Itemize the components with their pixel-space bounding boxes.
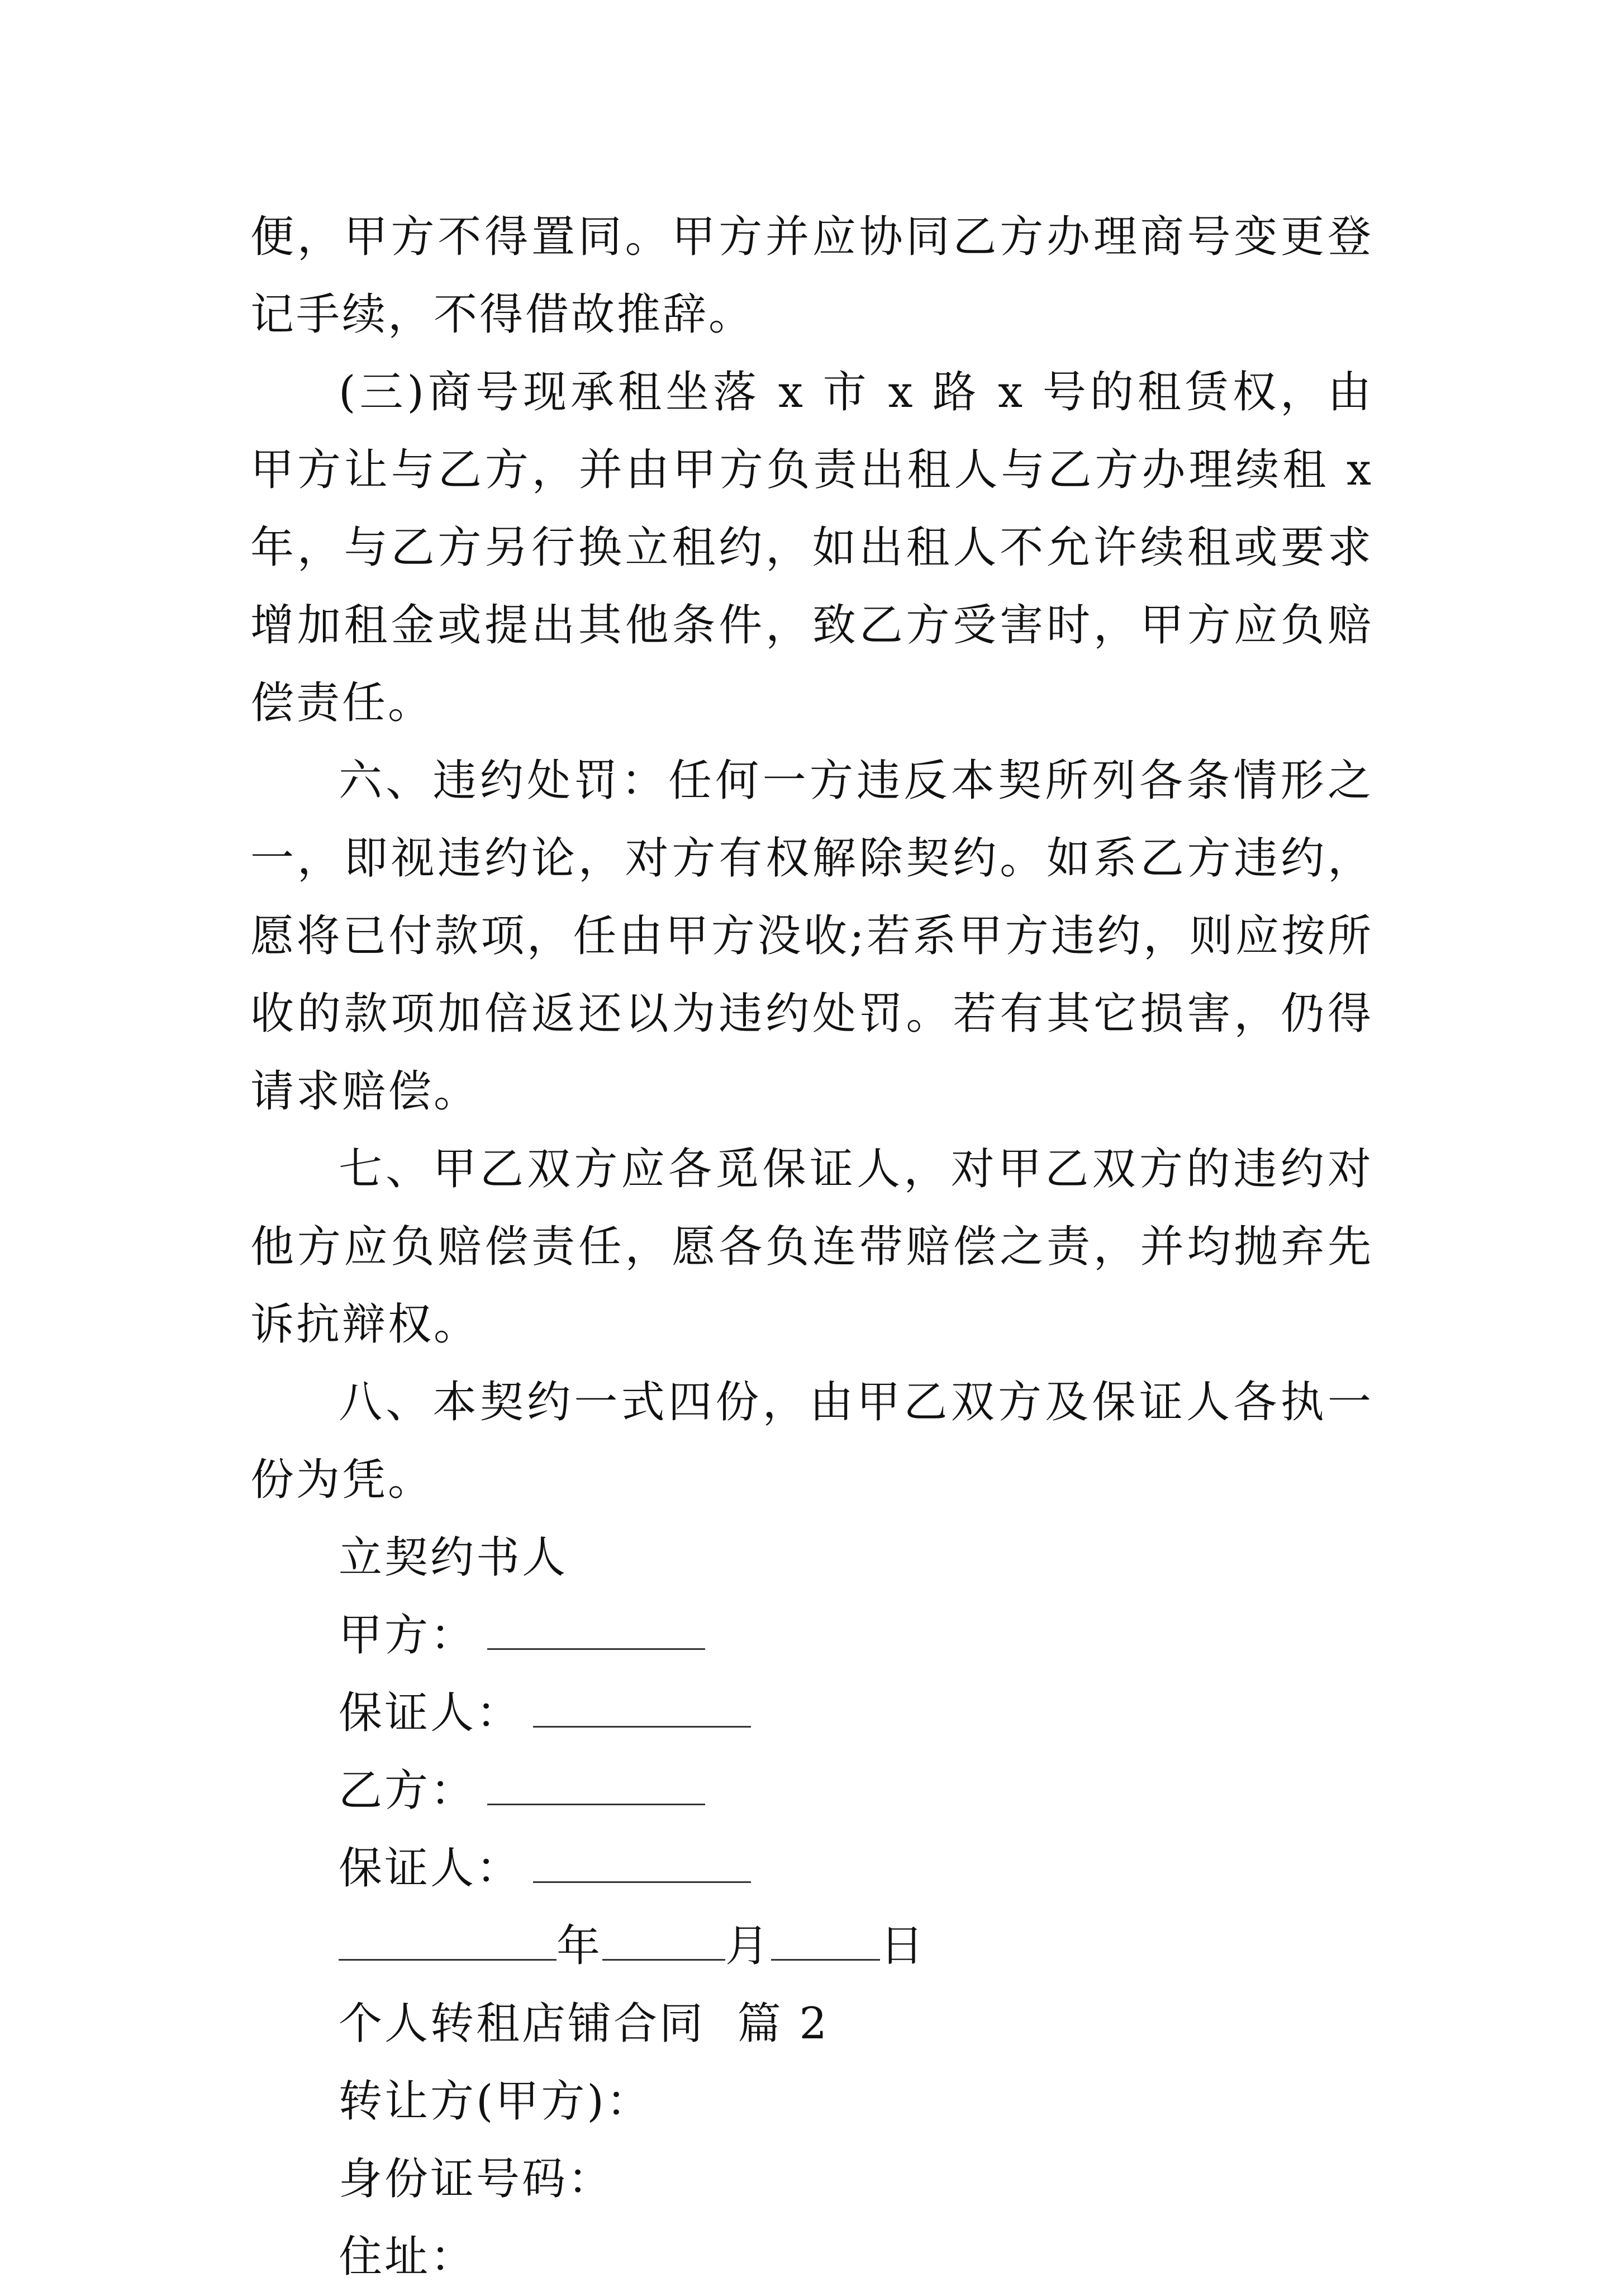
- party-b-signature-blank: [487, 1767, 705, 1805]
- guarantor-b-line: [250, 1830, 1373, 1908]
- guarantor-b-label: 保证人：: [339, 1843, 522, 1894]
- paragraph-article-6: 六、违约处罚：任何一方违反本契所列各条情形之一，即视违约论，对方有权解除契约。如系乙方违约，愿将已付款项，任由甲方没收;若系甲方违约，则应按所收的款项加倍返还以为违约处罚。若有其它损害，仍得请求赔偿。: [250, 756, 1373, 1117]
- year-label: 年: [557, 1921, 603, 1971]
- month-blank: [602, 1922, 725, 1961]
- month-label: 月: [725, 1921, 772, 1971]
- party-b-label: 乙方：: [339, 1766, 477, 1816]
- paragraph-article-7: 七、甲乙双方应各觅保证人，对甲乙双方的违约对他方应负赔偿责任，愿各负连带赔偿之责，并均抛弃先诉抗辩权。: [250, 1144, 1373, 1350]
- guarantor-b-signature-blank: [533, 1844, 751, 1883]
- guarantor-a-label: 保证人：: [339, 1688, 522, 1738]
- paragraph-continuation: 便，甲方不得置同。甲方并应协同乙方办理商号变更登记手续，不得借故推辞。: [250, 212, 1373, 340]
- party-a-label: 甲方：: [339, 1610, 477, 1661]
- party-b-line: [250, 1752, 1373, 1830]
- signature-heading: 立契约书人: [339, 1533, 568, 1583]
- section-title: 个人转租店铺合同 篇 2: [339, 1999, 830, 2049]
- party-a-line: [250, 1597, 1373, 1674]
- day-label: 日: [880, 1921, 926, 1971]
- guarantor-a-line: [250, 1674, 1373, 1752]
- year-blank: [339, 1922, 557, 1961]
- party-a-signature-blank: [487, 1611, 705, 1650]
- address-label: 住址：: [339, 2232, 477, 2282]
- day-blank: [771, 1922, 880, 1961]
- paragraph-article-8: 八、本契约一式四份，由甲乙双方及保证人各执一份为凭。: [250, 1377, 1373, 1505]
- transferor-label: 转让方(甲方)：: [339, 2076, 652, 2127]
- paragraph-clause-3: (三)商号现承租坐落 x 市 x 路 x 号的租赁权，由甲方让与乙方，并由甲方负责出租人与乙方办理续租 x 年，与乙方另行换立租约，如出租人不允许续租或要求增加租金或提出其他条件，致乙方受害时，甲方应负赔偿责任。: [250, 367, 1373, 728]
- document-body: [250, 198, 1373, 2296]
- guarantor-a-signature-blank: [533, 1689, 751, 1728]
- date-line: [250, 1908, 1373, 1985]
- id-number-label: 身份证号码：: [339, 2154, 614, 2204]
